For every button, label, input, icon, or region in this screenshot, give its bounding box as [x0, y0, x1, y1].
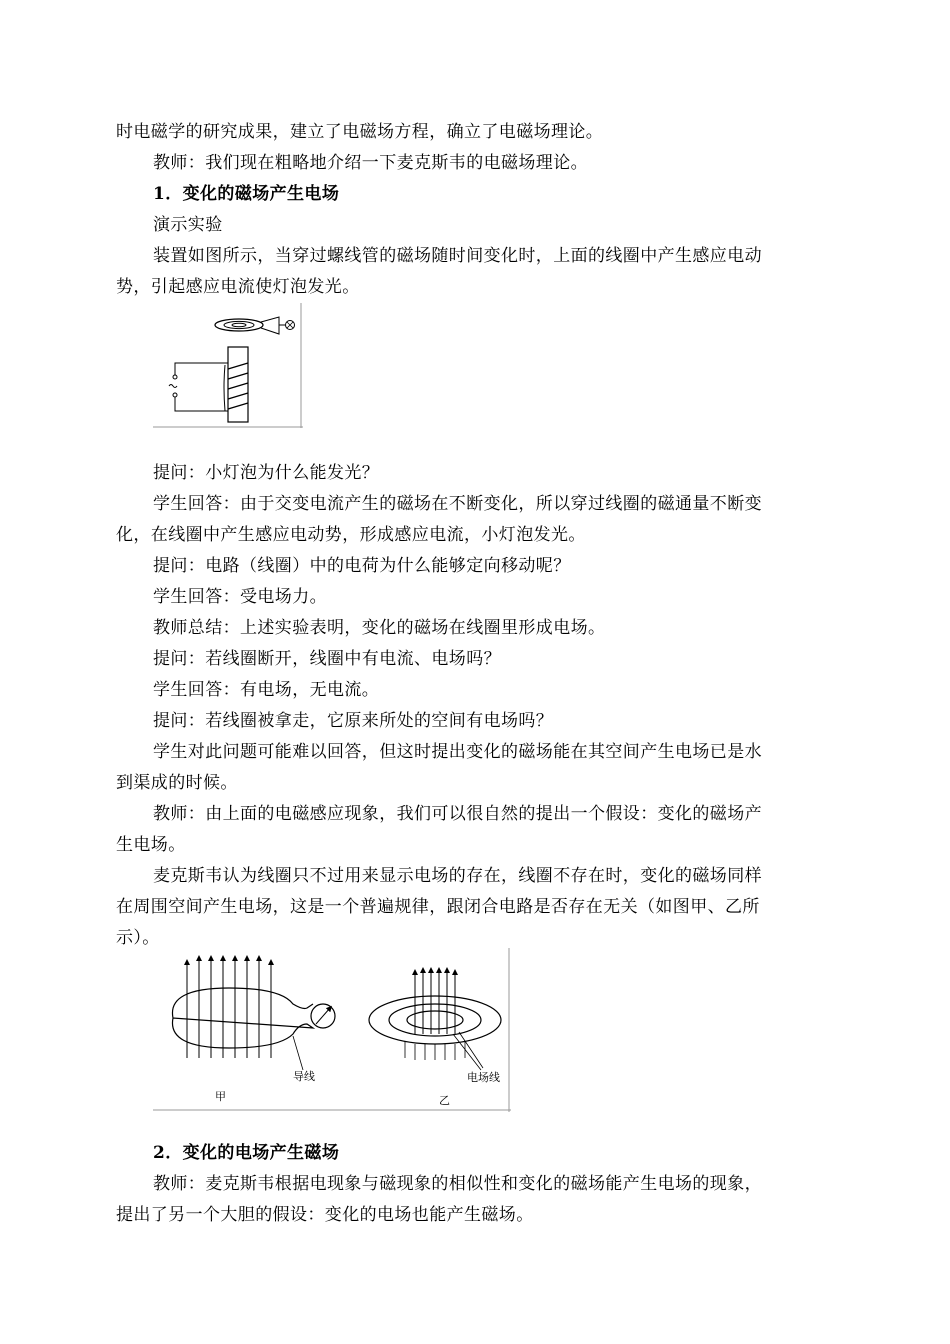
question-1: 提问：小灯泡为什么能发光？ — [153, 463, 380, 483]
paragraph-2: 教师：我们现在粗略地介绍一下麦克斯韦的电磁场理论。 — [153, 153, 588, 173]
paragraph-4: 装置如图所示，当穿过螺线管的磁场随时间变化时，上面的线圈中产生感应电动 — [153, 246, 762, 266]
paragraph-5-cont: 到渠成的时候。 — [116, 773, 238, 793]
paragraph-1: 时电磁学的研究成果，建立了电磁场方程，确立了电磁场理论。 — [116, 122, 604, 142]
label-wire: 导线 — [293, 1070, 315, 1083]
section-heading-1: 1．变化的磁场产生电场 — [153, 184, 340, 204]
question-3: 提问：若线圈断开，线圈中有电流、电场吗？ — [153, 649, 501, 669]
teacher-summary: 教师总结：上述实验表明，变化的磁场在线圈里形成电场。 — [153, 618, 606, 638]
answer-1-cont: 化，在线圈中产生感应电动势，形成感应电流，小灯泡发光。 — [116, 525, 586, 545]
paragraph-8-cont: 提出了另一个大胆的假设：变化的电场也能产生磁场。 — [116, 1205, 534, 1225]
paragraph-3: 演示实验 — [153, 215, 223, 235]
field-diagram-jia-yi — [153, 948, 511, 1112]
label-field-line: 电场线 — [467, 1071, 500, 1084]
paragraph-6-cont: 生电场。 — [116, 835, 186, 855]
paragraph-6: 教师：由上面的电磁感应现象，我们可以很自然的提出一个假设：变化的磁场产 — [153, 804, 762, 824]
answer-2: 学生回答：受电场力。 — [153, 587, 327, 607]
question-4: 提问：若线圈被拿走，它原来所处的空间有电场吗？ — [153, 711, 554, 731]
answer-3: 学生回答：有电场，无电流。 — [153, 680, 380, 700]
paragraph-7-end: 示）。 — [116, 928, 160, 948]
paragraph-4-cont: 势，引起感应电流使灯泡发光。 — [116, 277, 360, 297]
paragraph-7-cont: 在周围空间产生电场，这是一个普遍规律，跟闭合电路是否存在无关（如图甲、乙所 — [116, 897, 760, 917]
paragraph-8: 教师：麦克斯韦根据电现象与磁现象的相似性和变化的磁场能产生电场的现象， — [153, 1174, 762, 1194]
label-yi: 乙 — [439, 1094, 450, 1107]
diagram-yi — [369, 970, 501, 1107]
solenoid-bulb-diagram — [153, 303, 303, 428]
answer-1: 学生回答：由于交变电流产生的磁场在不断变化，所以穿过线圈的磁通量不断变 — [153, 494, 762, 514]
diagram-jia — [172, 958, 335, 1103]
paragraph-7: 麦克斯韦认为线圈只不过用来显示电场的存在，线圈不存在时，变化的磁场同样 — [153, 866, 762, 886]
label-jia: 甲 — [215, 1090, 226, 1103]
paragraph-5: 学生对此问题可能难以回答，但这时提出变化的磁场能在其空间产生电场已是水 — [153, 742, 762, 762]
section-heading-2: 2．变化的电场产生磁场 — [153, 1143, 340, 1163]
question-2: 提问：电路（线圈）中的电荷为什么能够定向移动呢？ — [153, 556, 571, 576]
